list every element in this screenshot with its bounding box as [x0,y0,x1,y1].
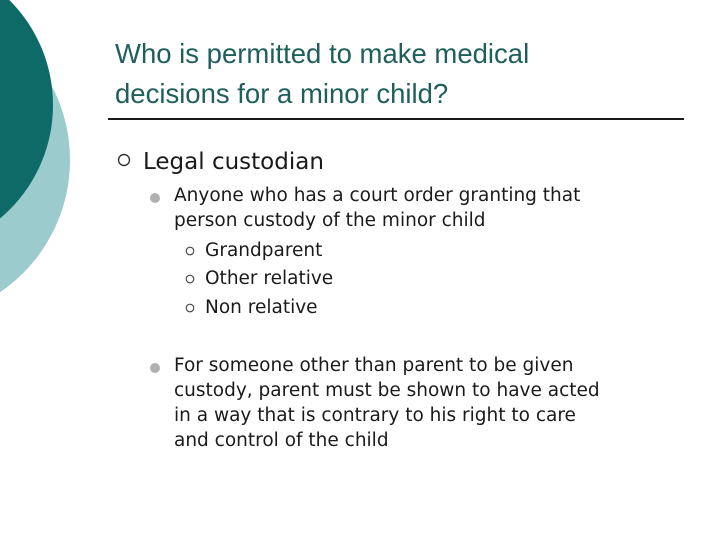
bullet-custody-line-1: For someone other than parent to be given [174,355,574,376]
small-hollow-circle-bullet-icon [185,274,195,284]
title-divider [108,118,684,120]
small-hollow-circle-bullet-icon [185,303,195,313]
decorative-circles-graphic [0,0,80,300]
hollow-circle-bullet-icon [117,153,131,167]
small-hollow-circle-bullet-icon [185,246,195,256]
bullet-court-order [174,183,674,233]
slide-title-line-2: decisions for a minor child? [115,78,449,109]
example-other-relative: Other relative [205,268,334,289]
bullet-court-order-line-2: person custody of the minor child [174,210,486,231]
bullet-custody-line-4: and control of the child [174,430,389,451]
filled-circle-bullet-icon [150,193,160,203]
bullet-custody-line-3: in a way that is contrary to his right to care [174,405,576,426]
slide-title-line-1: Who is permitted to make medical [115,38,530,69]
example-non-relative: Non relative [205,297,318,318]
bullet-legal-custodian: Legal custodian [143,149,324,175]
bullet-custody-line-2: custody, parent must be shown to have acted [174,380,600,401]
slide-title [115,34,675,114]
filled-circle-bullet-icon [150,363,160,373]
decorative-circles [0,0,80,300]
example-grandparent: Grandparent [205,240,323,261]
bullet-custody-condition [174,353,674,453]
bullet-court-order-line-1: Anyone who has a court order granting that [174,185,581,206]
